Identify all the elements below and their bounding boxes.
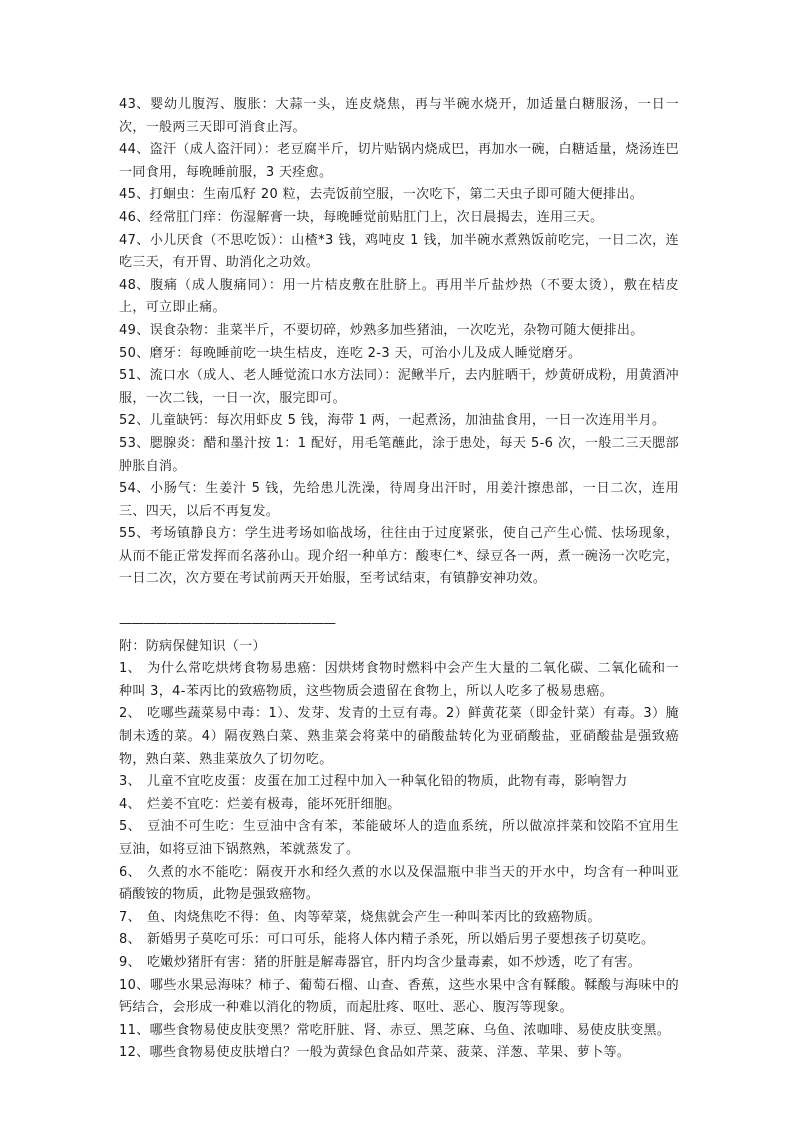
remedy-item-number: 47、 (119, 232, 150, 248)
remedy-item (119, 320, 679, 343)
tip-item (119, 658, 679, 703)
remedy-item-text: 误食杂物：韭菜半斤，不要切碎，炒熟多加些猪油，一次吃光，杂物可随大便排出。 (149, 322, 644, 338)
tip-item-number: 7、 (119, 909, 141, 925)
remedy-item-text: 打蛔虫：生南瓜籽 20 粒，去壳饭前空服，一次吃下，第二天虫子即可随大便排出。 (149, 187, 644, 203)
remedy-item (119, 207, 679, 230)
tip-item-number: 3、 (119, 774, 141, 790)
remedy-item-text: 盗汗（成人盗汗同）：老豆腐半斤，切片贴锅内烧成巴，再加水一碗，白糖适量，烧汤连巴一同食用，每晚睡前服，3 天痊愈。 (119, 142, 679, 180)
remedy-item (119, 230, 679, 275)
tip-item-text: 为什么常吃烘烤食物易患癌：因烘烤食物时燃料中会产生大量的二氧化碳、二氧化硫和一种叫 3，4-苯丙比的致癌物质，这些物质会遗留在食物上，所以人吃多了极易患癌。 (119, 661, 679, 699)
remedy-item-text: 儿童缺钙：每次用虾皮 5 钱，海带 1 两，一起煮汤，加油盐食用，一日一次连用半月。 (149, 413, 666, 429)
tip-item-text: 哪些食物易使皮肤增白？一般为黄绿色食品如芹菜、菠菜、洋葱、苹果、萝卜等。 (149, 1045, 631, 1061)
remedy-item-number: 55、 (119, 526, 150, 542)
remedy-item-text: 腹痛（成人腹痛同）：用一片桔皮敷在肚脐上。再用半斤盐炒热（不要太烫），敷在桔皮上，可立即止痛。 (119, 277, 679, 316)
tip-item-number: 6、 (119, 864, 141, 880)
tip-item (119, 907, 679, 930)
tip-item-number: 2、 (119, 706, 141, 722)
tip-item (119, 1020, 679, 1043)
remedy-item (119, 523, 679, 591)
section-gap (119, 591, 679, 613)
remedy-item (119, 478, 679, 523)
tip-item-number: 10、 (119, 977, 150, 993)
remedy-item-text: 腮腺炎：醋和墨汁按 1：1 配好，用毛笔蘸此，涂于患处，每天 5-6 次，一般二三天腮部肿胀自消。 (119, 435, 679, 474)
remedies-list (119, 94, 679, 591)
tip-item-text: 烂姜不宜吃：烂姜有极毒，能坏死肝细胞。 (147, 796, 401, 812)
remedy-item-text: 经常肛门痒：伤湿解膏一块，每晚睡觉前贴肛门上，次日晨揭去，连用三天。 (149, 209, 604, 225)
remedy-item (119, 275, 679, 320)
remedy-item-number: 44、 (119, 142, 150, 158)
tip-item-text: 鱼、肉烧焦吃不得：鱼、肉等荤菜，烧焦就会产生一种叫苯丙比的致癌物质。 (147, 909, 601, 925)
divider-line: —————————————————— (119, 616, 335, 632)
remedy-item (119, 433, 679, 478)
tip-item-number: 12、 (119, 1045, 150, 1061)
tip-item (119, 816, 679, 861)
tip-item (119, 1042, 679, 1065)
tip-item (119, 929, 679, 952)
tip-item (119, 952, 679, 975)
remedy-item-number: 50、 (119, 345, 150, 361)
remedy-item (119, 365, 679, 410)
tips-list (119, 658, 679, 1065)
remedy-item-number: 45、 (119, 187, 150, 203)
remedy-item-number: 43、 (119, 97, 150, 112)
tip-item-number: 9、 (119, 954, 141, 970)
remedy-item-text: 婴幼儿腹泻、腹胀：大蒜一头，连皮烧焦，再与半碗水烧开，加适量白糖服汤，一日一次，一般两三天即可消食止泻。 (119, 97, 679, 135)
tip-item-text: 哪些食物易使皮肤变黑？常吃肝脏、肾、赤豆、黑芝麻、乌鱼、浓咖啡、易使皮肤变黑。 (149, 1022, 671, 1038)
tip-item (119, 862, 679, 907)
remedy-item-number: 49、 (119, 322, 150, 338)
section-title: 附：防病保健知识（一） (119, 638, 266, 654)
tip-item (119, 975, 679, 1020)
tip-item-text: 吃嫩炒猪肝有害：猪的肝脏是解毒器官，肝内均含少量毒素，如不炒透，吃了有害。 (147, 954, 641, 970)
tip-item-text: 吃哪些蔬菜易中毒：1）、发芽、发青的土豆有毒。2）鲜黄花菜（即金针菜）有毒。3）腌制未透的菜。4）隔夜熟白菜、熟韭菜会将菜中的硝酸盐转化为亚硝酸盐，亚硝酸盐是强致癌物，熟白菜、熟韭菜放久了切勿吃。 (119, 706, 679, 767)
tip-item (119, 794, 679, 817)
remedy-item-number: 54、 (119, 481, 150, 497)
tip-item-number: 11、 (119, 1022, 150, 1038)
document-page (119, 94, 679, 1065)
tip-item-number: 5、 (119, 819, 141, 835)
tip-item-number: 4、 (119, 796, 141, 812)
remedy-item-text: 小肠气：生姜汁 5 钱，先给患儿洗澡，待周身出汗时，用姜汁擦患部，一日二次，连用三、四天，以后不再复发。 (119, 481, 679, 519)
remedy-item-number: 52、 (119, 413, 150, 429)
remedy-item (119, 184, 679, 207)
tip-item-number: 8、 (119, 932, 141, 948)
tip-item-text: 久煮的水不能吃：隔夜开水和经久煮的水以及保温瓶中非当天的开水中，均含有一种叫亚硝酸铵的物质，此物是强致癌物。 (119, 864, 679, 903)
remedy-item (119, 94, 679, 139)
remedy-item-number: 46、 (119, 209, 150, 225)
remedy-item-number: 48、 (119, 277, 150, 293)
tip-item-number: 1、 (119, 661, 141, 677)
remedy-item (119, 410, 679, 433)
remedy-item-text: 磨牙：每晚睡前吃一块生桔皮，连吃 2-3 天，可治小儿及成人睡觉磨牙。 (149, 345, 582, 361)
tip-item-text: 新婚男子莫吃可乐：可口可乐，能将人体内精子杀死，所以婚后男子要想孩子切莫吃。 (147, 932, 655, 948)
remedy-item-text: 流口水（成人、老人睡觉流口水方法同）：泥鳅半斤，去内脏晒干，炒黄研成粉，用黄酒冲服，一次二钱，一日一次，服完即可。 (119, 368, 679, 406)
tip-item-text: 儿童不宜吃皮蛋：皮蛋在加工过程中加入一种氧化铅的物质，此物有毒，影响智力 (147, 774, 628, 790)
tip-item (119, 771, 679, 794)
remedy-item (119, 343, 679, 366)
remedy-item-number: 51、 (119, 368, 150, 384)
remedy-item-text: 小儿厌食（不思吃饭）：山楂*3 钱，鸡吨皮 1 钱，加半碗水煮熟饭前吃完，一日二次，连吃三天，有开胃、助消化之功效。 (119, 232, 679, 271)
remedy-item (119, 139, 679, 184)
tip-item-text: 哪些水果忌海味？柿子、葡萄石榴、山查、香蕉，这些水果中含有鞣酸。鞣酸与海味中的钙结合，会形成一种难以消化的物质，而起肚疼、呕吐、恶心、腹泻等现象。 (119, 977, 679, 1016)
tip-item-text: 豆油不可生吃：生豆油中含有苯，苯能破坏人的造血系统，所以做凉拌菜和饺陷不宜用生豆油，如将豆油下锅熬熟，苯就蒸发了。 (119, 819, 679, 857)
remedy-item-number: 53、 (119, 435, 150, 451)
remedy-item-text: 考场镇静良方：学生进考场如临战场，往往由于过度紧张，使自己产生心慌、怯场现象，从而不能正常发挥而名落孙山。现介绍一种单方：酸枣仁*、绿豆各一两，煮一碗汤一次吃完，一日二次，次方要在考试前两天开始服，至考试结束，有镇静安神功效。 (119, 526, 679, 587)
tip-item (119, 703, 679, 771)
